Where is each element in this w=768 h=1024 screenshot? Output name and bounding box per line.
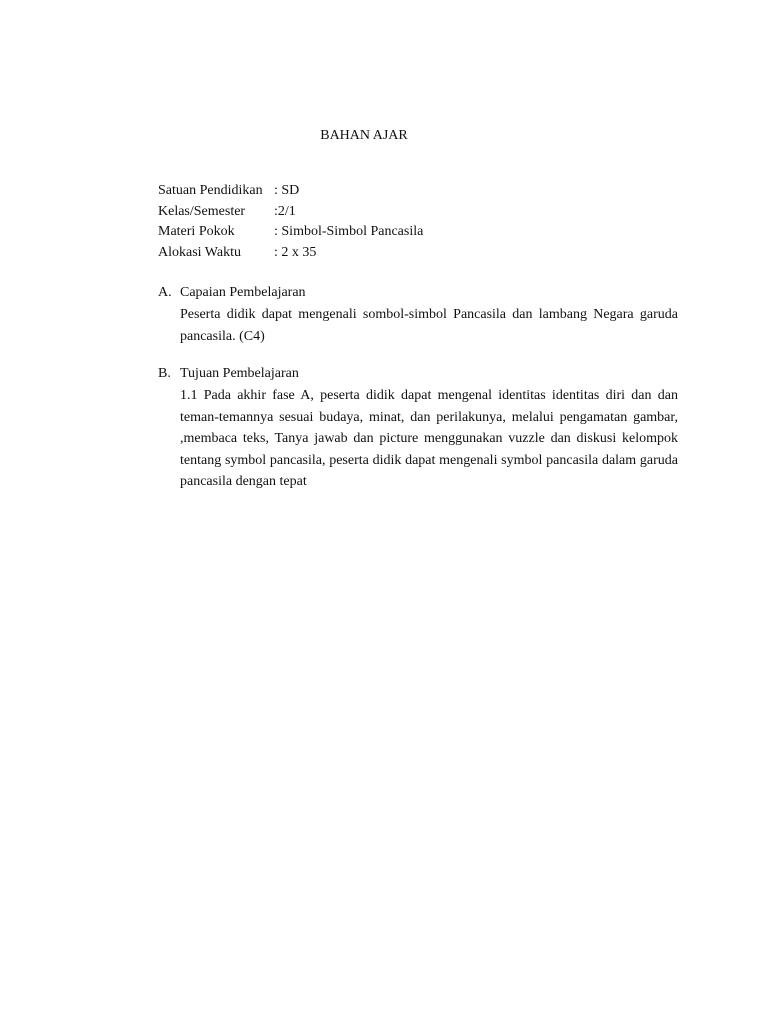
- section-heading: Tujuan Pembelajaran: [180, 366, 299, 381]
- info-row: [158, 243, 423, 264]
- document-title: BAHAN AJAR: [320, 128, 408, 143]
- section-capaian-pembelajaran: [158, 283, 678, 347]
- info-value: : SD: [274, 183, 300, 198]
- section-body: Peserta didik dapat mengenali sombol-simbol Pancasila dan lambang Negara garuda pancasila. (C4): [180, 307, 678, 344]
- section-heading: Capaian Pembelajaran: [180, 285, 306, 300]
- section-letter: A.: [158, 285, 172, 300]
- section-body: 1.1 Pada akhir fase A, peserta didik dapat mengenal identitas identitas diri dan dan teman-temannya sesuai budaya, minat, dan perilakunya, melalui pengamatan gambar, ,membaca teks, Tanya jawab dan picture menggunakan vuzzle dan diskusi kelompok tentang symbol pancasila, peserta didik dapat mengenali symbol pancasila dalam garuda pancasila dengan tepat: [180, 388, 678, 489]
- info-value: : Simbol-Simbol Pancasila: [274, 224, 424, 239]
- info-value: :2/1: [274, 203, 296, 219]
- info-label: Alokasi Waktu: [158, 244, 241, 260]
- info-table: [158, 181, 423, 263]
- section-tujuan-pembelajaran: [158, 364, 678, 493]
- info-row: [158, 222, 423, 243]
- section-heading-row: [158, 283, 678, 303]
- info-label: Materi Pokok: [158, 224, 235, 239]
- info-row: [158, 202, 423, 223]
- section-letter: B.: [158, 366, 171, 381]
- section-heading-row: [158, 364, 678, 384]
- info-label: Kelas/Semester: [158, 203, 246, 219]
- info-label: Satuan Pendidikan: [158, 183, 263, 198]
- info-row: [158, 181, 423, 202]
- info-value: : 2 x 35: [274, 244, 317, 260]
